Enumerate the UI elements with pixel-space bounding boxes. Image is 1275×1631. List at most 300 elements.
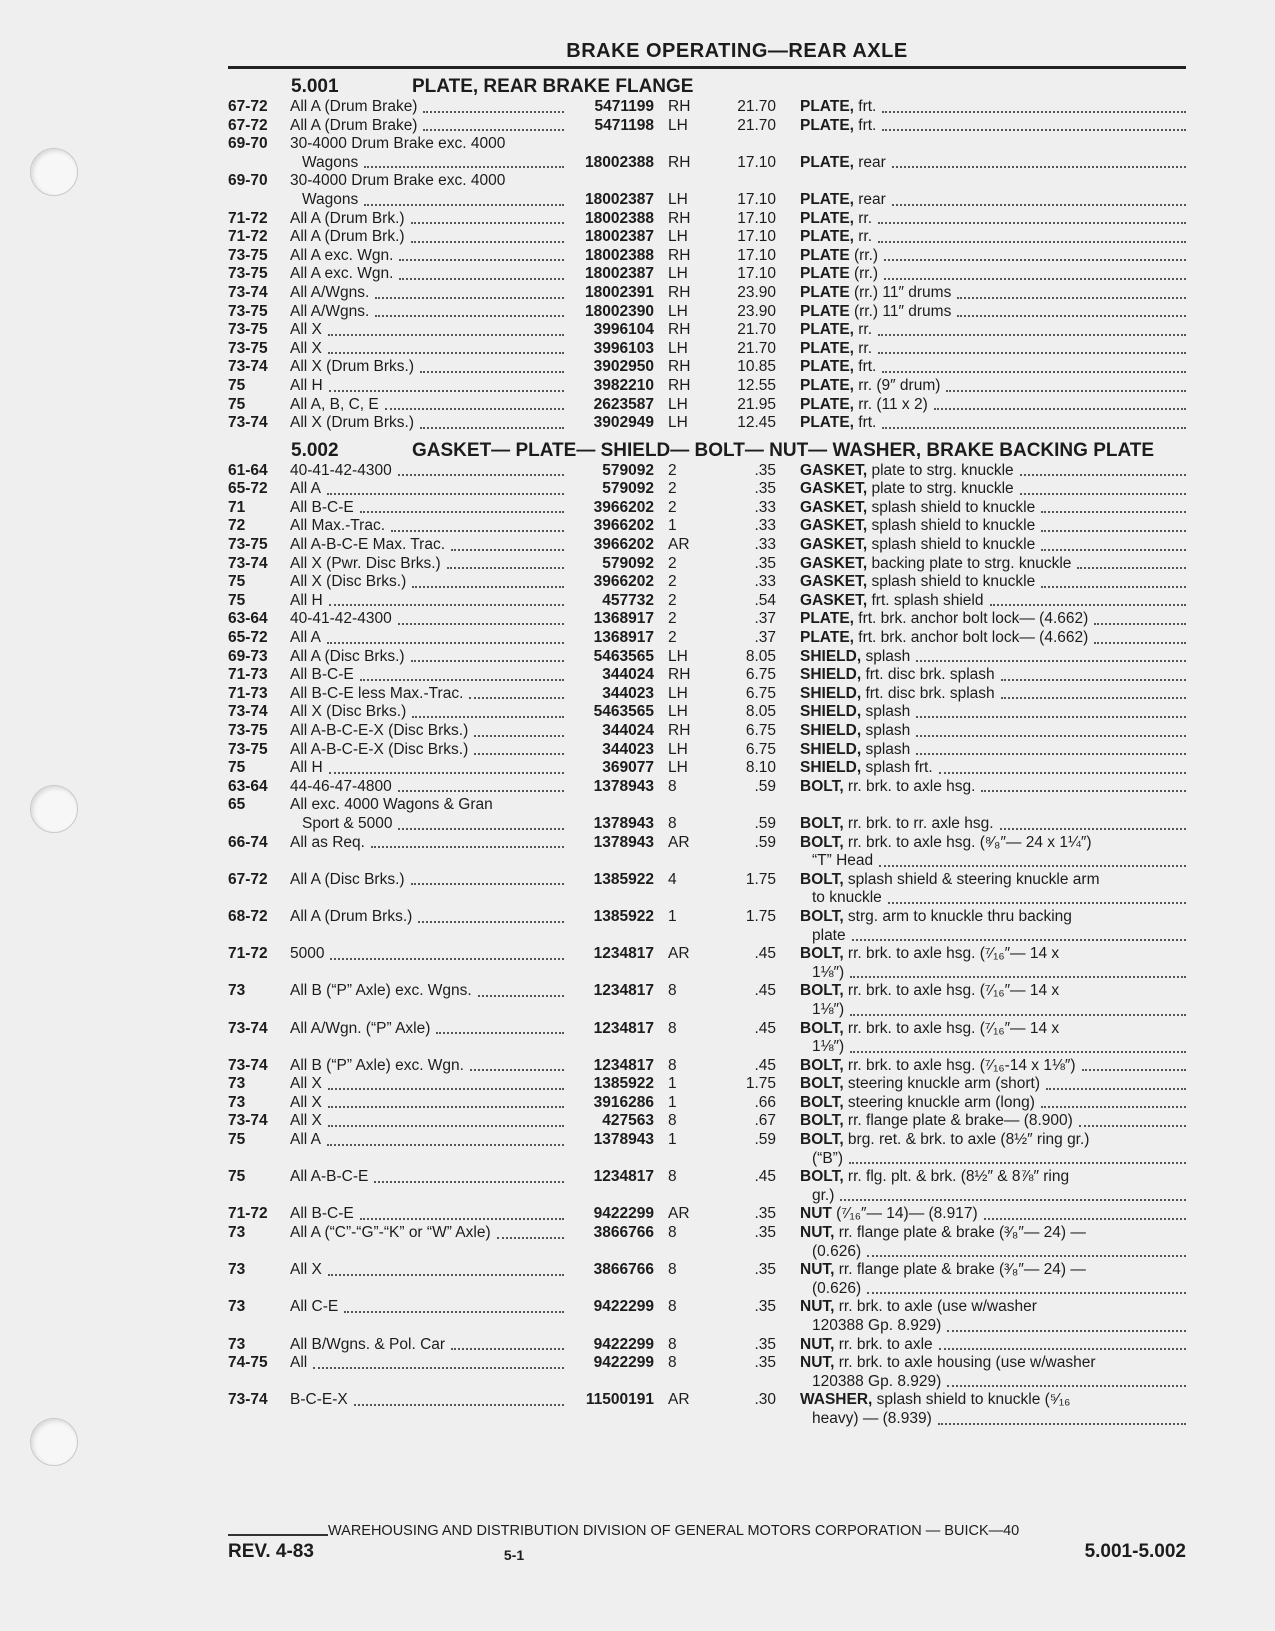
- quantity: 2: [668, 591, 677, 609]
- dot-leader: [360, 499, 564, 514]
- quantity-cell: [654, 796, 704, 833]
- dot-leader: [1082, 1057, 1186, 1072]
- application-text: All A, B, C, E: [290, 395, 379, 413]
- application: [290, 908, 568, 945]
- table-row: [228, 247, 1186, 266]
- part-number-cell: [568, 1168, 654, 1205]
- dot-leader: [447, 555, 564, 570]
- description-text: [800, 358, 876, 377]
- price: 1.75: [745, 870, 776, 888]
- part-number: 18002388: [585, 209, 654, 227]
- price-cell: [704, 98, 776, 117]
- item-name: NUT,: [800, 1298, 835, 1316]
- application-line: [290, 759, 568, 778]
- item-name: BOLT,: [800, 1112, 844, 1130]
- application-text: All: [290, 1354, 308, 1372]
- item-name: NUT,: [800, 1224, 835, 1242]
- description-line: [800, 852, 1186, 871]
- price: .35: [754, 480, 776, 498]
- dot-leader: [328, 1075, 564, 1090]
- model-years: 75: [228, 591, 246, 609]
- description-detail: rr.: [853, 321, 873, 339]
- price: .35: [754, 1261, 776, 1279]
- part-number: 18002387: [585, 265, 654, 283]
- application: [290, 135, 568, 172]
- dot-leader: [374, 1168, 564, 1183]
- quantity: 8: [668, 1298, 677, 1316]
- table-row: [228, 871, 1186, 908]
- quantity: 8: [668, 1261, 677, 1279]
- description: [776, 610, 1186, 629]
- description-line: [800, 908, 1186, 927]
- description-text: [800, 265, 878, 284]
- price-cell: [704, 573, 776, 592]
- description: [776, 945, 1186, 982]
- description-detail: plate to strg. knuckle: [867, 480, 1014, 498]
- part-number-cell: [568, 666, 654, 685]
- section-range: 5.001-5.002: [1084, 1541, 1186, 1562]
- dot-leader: [840, 1187, 1186, 1202]
- description-text: [800, 592, 984, 611]
- table-row: [228, 796, 1186, 833]
- table-row: [228, 648, 1186, 667]
- price-cell: [704, 321, 776, 340]
- description-line: [800, 703, 1186, 722]
- description-detail: rr. flange plate & brake (³⁄₈″— 24) —: [834, 1224, 1086, 1242]
- part-number-cell: [568, 414, 654, 433]
- application: [290, 1057, 568, 1076]
- quantity: AR: [668, 833, 690, 851]
- description-line: [800, 1038, 1186, 1057]
- application-text: All A exc. Wgn.: [290, 246, 394, 264]
- part-number: 3966202: [593, 517, 654, 535]
- price: .30: [754, 1391, 776, 1409]
- item-name: PLATE,: [800, 153, 854, 171]
- description-line: [800, 927, 1186, 946]
- dot-leader: [1041, 499, 1186, 514]
- description-line: [800, 1075, 1186, 1094]
- row-spacer: [668, 172, 704, 191]
- model-years: 71: [228, 498, 246, 516]
- description: [776, 536, 1186, 555]
- quantity: AR: [668, 945, 690, 963]
- application-line: [290, 265, 568, 284]
- part-number: 344023: [602, 684, 654, 702]
- quantity-cell: [654, 135, 704, 172]
- application: [290, 1020, 568, 1057]
- model-years: 69-70: [228, 172, 268, 190]
- dot-leader: [849, 1150, 1186, 1165]
- description: [776, 462, 1186, 481]
- footer-division: WAREHOUSING AND DISTRIBUTION DIVISION OF GENERAL MOTORS CORPORATION — BUICK—40: [328, 1523, 1020, 1539]
- price: .66: [754, 1093, 776, 1111]
- item-name: BOLT,: [800, 1131, 844, 1149]
- table-row: [228, 117, 1186, 136]
- quantity-cell: [654, 1131, 704, 1168]
- quantity: 8: [668, 1019, 677, 1037]
- description-line: [800, 117, 1186, 136]
- description-line: [800, 1131, 1186, 1150]
- part-number-cell: [568, 592, 654, 611]
- part-number: 9422299: [593, 1298, 654, 1316]
- application-text: All A (Disc Brks.): [290, 870, 405, 888]
- application-line: All exc. 4000 Wagons & Gran: [290, 796, 493, 814]
- description-detail: rr. flange plate & brake— (8.900): [843, 1112, 1073, 1130]
- price: 21.95: [737, 395, 776, 413]
- application-line: [290, 945, 568, 964]
- dot-leader: [990, 592, 1187, 607]
- row-spacer: [568, 135, 654, 154]
- description-line: [800, 1224, 1186, 1243]
- model-years: 71-73: [228, 666, 268, 684]
- description-line: [800, 964, 1186, 983]
- price-cell: [704, 666, 776, 685]
- model-years: 69-70: [228, 135, 268, 153]
- price-cell: [704, 1057, 776, 1076]
- description-detail: rr. brk. to axle (use w/washer: [834, 1298, 1037, 1316]
- part-number: 1378943: [593, 777, 654, 795]
- table-row: [228, 759, 1186, 778]
- dot-leader: [882, 117, 1186, 132]
- description: [776, 1131, 1186, 1168]
- section-title: GASKET— PLATE— SHIELD— BOLT— NUT— WASHER, BRAKE BACKING PLATE: [412, 439, 1155, 461]
- quantity-cell: [654, 908, 704, 945]
- application-text: All A/Wgns.: [290, 283, 370, 301]
- application-line: [290, 414, 568, 433]
- part-number: 3996104: [593, 321, 654, 339]
- application-line: [290, 247, 568, 266]
- application: [290, 592, 568, 611]
- description-text: [800, 648, 910, 667]
- description-line: [800, 1410, 1186, 1429]
- application: [290, 834, 568, 871]
- description-text: [800, 703, 910, 722]
- part-number-cell: [568, 610, 654, 629]
- dot-leader: [328, 1112, 564, 1127]
- application: [290, 666, 568, 685]
- application-line: [290, 396, 568, 415]
- part-number: 1234817: [593, 1056, 654, 1074]
- quantity: 8: [668, 1335, 677, 1353]
- description-line: [800, 834, 1186, 853]
- application-line: [290, 685, 568, 704]
- application: [290, 98, 568, 117]
- application-text: All A (Disc Brks.): [290, 647, 405, 665]
- application: [290, 1094, 568, 1113]
- application: [290, 117, 568, 136]
- part-number: 1385922: [593, 1075, 654, 1093]
- application: [290, 741, 568, 760]
- model-years: 75: [228, 1131, 246, 1149]
- description-line: [800, 1094, 1186, 1113]
- description-line: [800, 480, 1186, 499]
- dot-leader: [451, 1336, 564, 1351]
- quantity-cell: [654, 1168, 704, 1205]
- description: [776, 1391, 1186, 1428]
- quantity-cell: [654, 1094, 704, 1113]
- dot-leader: [360, 666, 564, 681]
- description-text: 1⅛″): [812, 1000, 845, 1018]
- application-text: All H: [290, 376, 323, 394]
- description-detail: splash shield to knuckle: [867, 517, 1036, 535]
- quantity: RH: [668, 376, 691, 394]
- part-number: 344024: [602, 722, 654, 739]
- application: [290, 284, 568, 303]
- part-number: 18002387: [585, 228, 654, 246]
- item-name: GASKET,: [800, 591, 868, 609]
- quantity-cell: [654, 1391, 704, 1428]
- application-text: B-C-E-X: [290, 1391, 348, 1409]
- section-title: PLATE, REAR BRAKE FLANGE: [412, 76, 694, 97]
- description-detail: (rr.) 11″ drums: [849, 302, 952, 320]
- model-years: 73-74: [228, 414, 268, 432]
- quantity: RH: [668, 283, 691, 301]
- description-text: [800, 685, 995, 704]
- price-cell: [704, 778, 776, 797]
- application-text: Wagons: [302, 190, 359, 208]
- part-number-cell: [568, 722, 654, 741]
- item-name: PLATE,: [800, 228, 854, 246]
- price-cell: [704, 1261, 776, 1298]
- application-line: [290, 1391, 568, 1410]
- table-row: [228, 135, 1186, 172]
- model-years: 69-73: [228, 647, 268, 665]
- description: [776, 648, 1186, 667]
- part-number: 1378943: [593, 814, 654, 832]
- application-text: All X: [290, 1075, 322, 1093]
- application-text: All B (“P” Axle) exc. Wgn.: [290, 1056, 464, 1074]
- price: 17.10: [737, 190, 776, 208]
- application: [290, 1261, 568, 1298]
- part-number: 18002387: [585, 190, 654, 208]
- part-number: 579092: [602, 554, 654, 572]
- price: 6.75: [745, 684, 776, 702]
- part-number: 3866766: [593, 1261, 654, 1279]
- price: .45: [754, 1168, 776, 1186]
- description: [776, 117, 1186, 136]
- dot-leader: [850, 1001, 1186, 1016]
- part-number-cell: [568, 759, 654, 778]
- item-name: BOLT,: [800, 945, 844, 963]
- part-number-cell: [568, 247, 654, 266]
- description-detail: steering knuckle arm (long): [843, 1093, 1035, 1111]
- part-number-cell: [568, 1131, 654, 1168]
- model-years: 73-75: [228, 536, 268, 554]
- price-cell: [704, 340, 776, 359]
- model-years: 73-75: [228, 339, 268, 357]
- price: .35: [754, 1335, 776, 1353]
- dot-leader: [354, 1391, 564, 1406]
- application: [290, 703, 568, 722]
- quantity: AR: [668, 1205, 690, 1223]
- description: [776, 303, 1186, 322]
- application-line: [290, 610, 568, 629]
- item-name: PLATE,: [800, 358, 854, 376]
- part-number: 344024: [602, 666, 654, 684]
- part-number: 3966202: [593, 498, 654, 516]
- part-number-cell: [568, 396, 654, 415]
- price-cell: [704, 1075, 776, 1094]
- model-years: 75: [228, 395, 246, 413]
- model-years: 73-74: [228, 554, 268, 572]
- price-cell: [704, 462, 776, 481]
- application-text: All H: [290, 759, 323, 777]
- dot-leader: [398, 778, 564, 793]
- model-years: 65: [228, 796, 246, 814]
- description-text: [800, 741, 910, 760]
- quantity-cell: [654, 377, 704, 396]
- description-text: [800, 610, 1088, 629]
- application-line: [290, 1057, 568, 1076]
- description-line: [800, 1243, 1186, 1262]
- table-row: [228, 1094, 1186, 1113]
- part-number-cell: [568, 703, 654, 722]
- description-detail: splash shield to knuckle: [867, 573, 1036, 591]
- item-name: PLATE,: [800, 414, 854, 432]
- price: 10.85: [737, 358, 776, 376]
- description-text: [800, 536, 1035, 555]
- description: [776, 517, 1186, 536]
- description: [776, 1112, 1186, 1131]
- item-name: PLATE: [800, 246, 850, 264]
- description-line: [800, 321, 1186, 340]
- application-text: All B/Wgns. & Pol. Car: [290, 1335, 446, 1353]
- model-years: 67-72: [228, 98, 268, 115]
- dot-leader: [867, 1280, 1186, 1295]
- model-years: 65-72: [228, 629, 268, 647]
- table-row: [228, 396, 1186, 415]
- model-years: 63-64: [228, 777, 268, 795]
- part-number-cell: [568, 265, 654, 284]
- quantity-cell: [654, 834, 704, 871]
- part-number-cell: [568, 796, 654, 833]
- description-text: gr.): [812, 1186, 835, 1204]
- description-text: [800, 778, 975, 797]
- item-name: BOLT,: [800, 907, 844, 925]
- table-row: [228, 517, 1186, 536]
- application-text: All A exc. Wgn.: [290, 265, 394, 283]
- description-detail: rr.: [853, 209, 873, 227]
- item-name: SHIELD,: [800, 703, 862, 721]
- quantity-cell: [654, 303, 704, 322]
- dot-leader: [360, 1205, 564, 1220]
- description-text: [800, 722, 910, 741]
- part-number-cell: [568, 172, 654, 209]
- description: [776, 908, 1186, 945]
- dot-leader: [474, 722, 564, 737]
- item-name: GASKET,: [800, 536, 868, 554]
- price: 17.10: [737, 153, 776, 171]
- dot-leader: [867, 1243, 1186, 1258]
- application-text: All B (“P” Axle) exc. Wgns.: [290, 982, 472, 1000]
- application: [290, 796, 568, 833]
- description-line: [800, 815, 1186, 834]
- dot-leader: [1020, 480, 1186, 495]
- application-text: All X: [290, 1261, 322, 1279]
- price: 23.90: [737, 302, 776, 320]
- description: [776, 722, 1186, 741]
- application-text: All A (“C”-“G”-“K” or “W” Axle): [290, 1224, 491, 1242]
- part-number: 18002391: [585, 283, 654, 301]
- part-number: 18002388: [585, 246, 654, 264]
- quantity: RH: [668, 666, 691, 684]
- item-name: SHIELD,: [800, 647, 862, 665]
- quantity: 2: [668, 480, 677, 498]
- description-text: [800, 1336, 933, 1355]
- part-number-cell: [568, 303, 654, 322]
- part-number: 3982210: [593, 376, 654, 394]
- part-number-cell: [568, 945, 654, 982]
- part-number-cell: [568, 1075, 654, 1094]
- description-line: [800, 1168, 1186, 1187]
- description-text: [800, 666, 995, 685]
- dot-leader: [385, 396, 564, 411]
- quantity: RH: [668, 209, 691, 227]
- table-row: [228, 265, 1186, 284]
- dot-leader: [916, 703, 1186, 718]
- model-years: 65-72: [228, 480, 268, 498]
- price-cell: [704, 592, 776, 611]
- part-number: 1234817: [593, 1019, 654, 1037]
- price: 8.05: [745, 703, 776, 721]
- item-name: BOLT,: [800, 1019, 844, 1037]
- quantity: 8: [668, 814, 677, 832]
- table-row: [228, 741, 1186, 760]
- price: .54: [754, 591, 776, 609]
- price-cell: [704, 1168, 776, 1205]
- price-cell: [704, 536, 776, 555]
- item-name: PLATE,: [800, 629, 854, 647]
- price-cell: [704, 629, 776, 648]
- application-text: All A/Wgn. (“P” Axle): [290, 1019, 431, 1037]
- item-name: BOLT,: [800, 1093, 844, 1111]
- dot-leader: [328, 1261, 564, 1276]
- application-line: [290, 1112, 568, 1131]
- application: [290, 228, 568, 247]
- quantity: 2: [668, 573, 677, 591]
- part-number-cell: [568, 98, 654, 117]
- part-number: 18002390: [585, 302, 654, 320]
- price-cell: [704, 741, 776, 760]
- model-years: 66-74: [228, 833, 268, 851]
- application: [290, 536, 568, 555]
- table-row: [228, 480, 1186, 499]
- description: [776, 480, 1186, 499]
- quantity-cell: [654, 321, 704, 340]
- table-row: [228, 703, 1186, 722]
- description-line: [800, 340, 1186, 359]
- dot-leader: [497, 1224, 564, 1239]
- dot-leader: [1001, 685, 1186, 700]
- price: .59: [754, 814, 776, 832]
- price: .45: [754, 982, 776, 1000]
- model-years: 71-73: [228, 684, 268, 702]
- application: [290, 377, 568, 396]
- part-number-cell: [568, 1094, 654, 1113]
- description-detail: brg. ret. & brk. to axle (8½″ ring gr.): [843, 1131, 1090, 1149]
- description-line: [800, 517, 1186, 536]
- table-row: [228, 1224, 1186, 1261]
- description-detail: splash shield & steering knuckle arm: [843, 870, 1100, 888]
- table-row: [228, 1112, 1186, 1131]
- dot-leader: [957, 303, 1186, 318]
- part-number: 1234817: [593, 945, 654, 963]
- price-cell: [704, 982, 776, 1019]
- application-line: [290, 982, 568, 1001]
- table-row: [228, 358, 1186, 377]
- description-detail: rear: [853, 153, 886, 171]
- quantity: LH: [668, 740, 688, 758]
